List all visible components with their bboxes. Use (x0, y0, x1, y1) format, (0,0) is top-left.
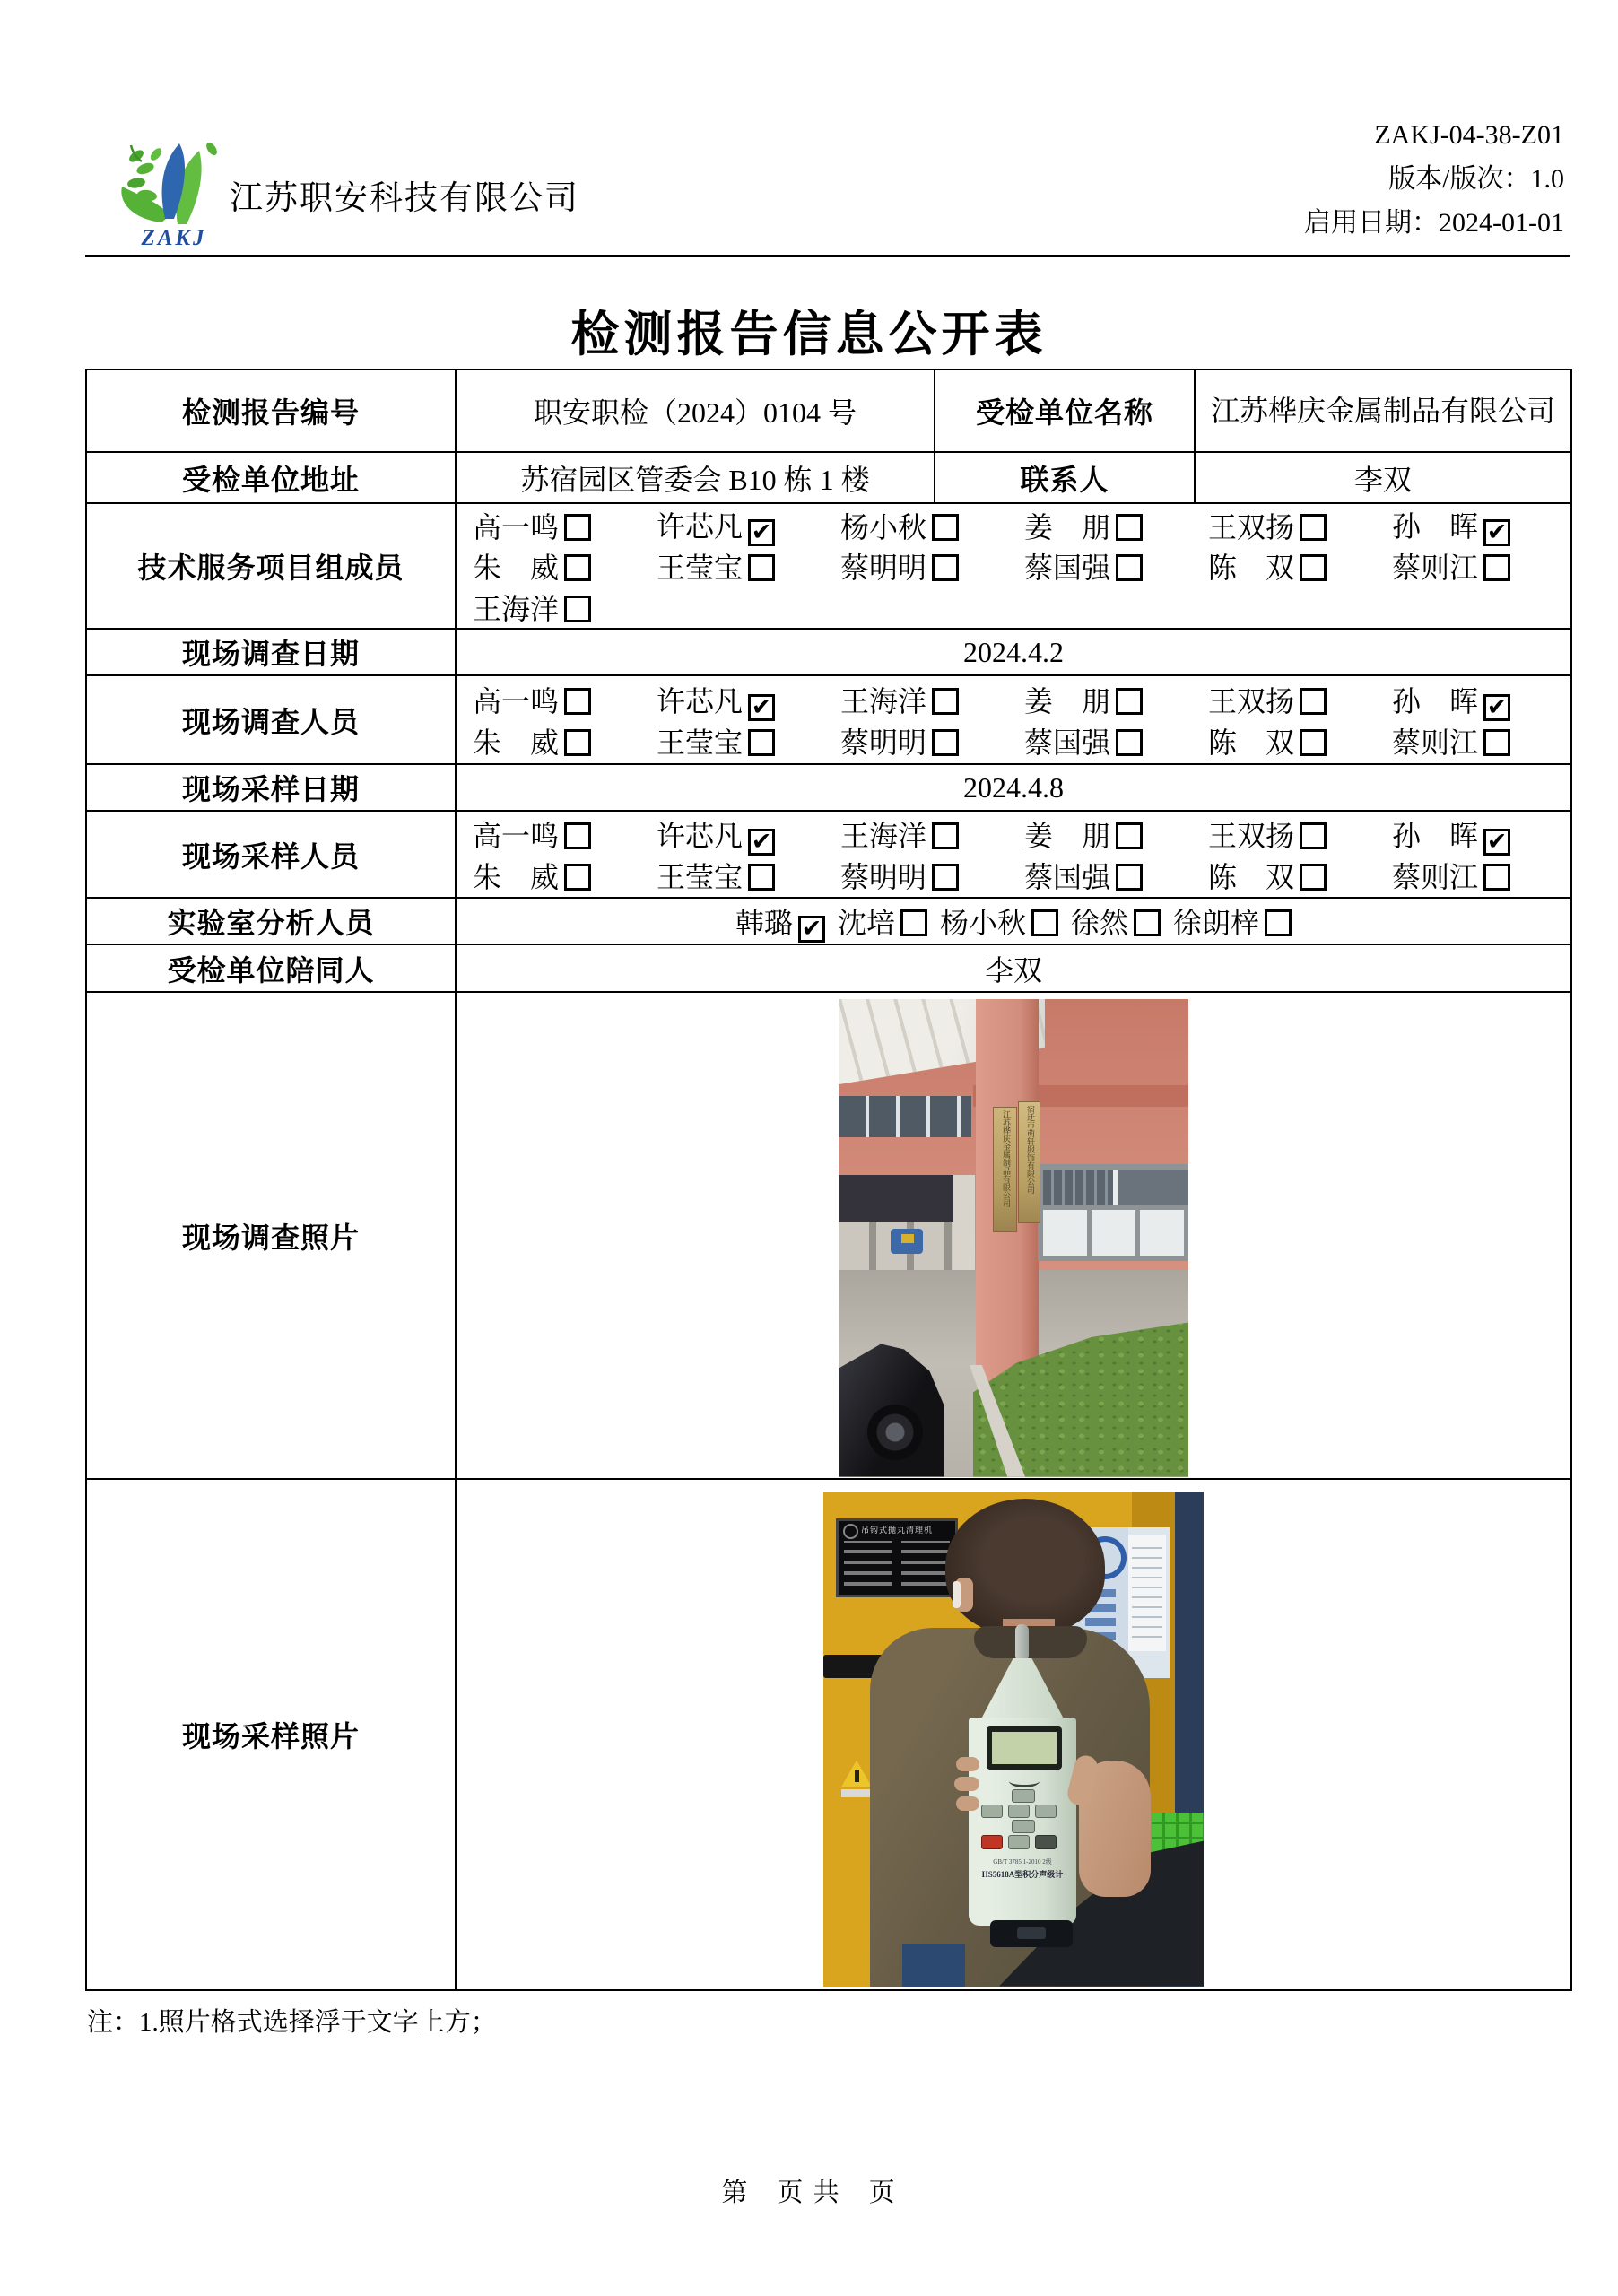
meter-key[interactable] (981, 1805, 1003, 1818)
survey-staff-members (464, 679, 1563, 761)
member-name: 高一鸣 (473, 510, 560, 544)
member-item (473, 720, 657, 761)
report-no-label: 检测报告编号 (86, 370, 456, 452)
member-item (1024, 855, 1208, 896)
meter-key[interactable] (1035, 1805, 1057, 1818)
checkbox-unchecked-icon[interactable] (1116, 864, 1143, 891)
member-item (838, 900, 927, 942)
signboard-1 (993, 1107, 1017, 1232)
companion-label: 受检单位陪同人 (86, 944, 456, 992)
checkbox-unchecked-icon[interactable] (932, 554, 959, 581)
fingertip (956, 1757, 979, 1771)
member-name: 孙 晖 (1392, 819, 1479, 852)
row-team (86, 503, 1571, 629)
checkbox-unchecked-icon[interactable] (748, 729, 775, 756)
member-item (1208, 679, 1392, 720)
checkbox-checked-icon[interactable]: ✔ (748, 694, 775, 721)
company-logo-icon (106, 136, 242, 230)
fingertip (954, 1777, 979, 1791)
signboard-1-text: 江苏桦庆金属制品有限公司 (1002, 1109, 1011, 1207)
passage-pillar (953, 1175, 975, 1270)
checkbox-unchecked-icon[interactable] (1300, 729, 1327, 756)
microphone-tip (1015, 1624, 1029, 1662)
member-line (464, 899, 1563, 944)
survey-photo-label: 现场调查照片 (86, 992, 456, 1479)
member-item (657, 855, 840, 896)
row-survey-date (86, 629, 1571, 675)
survey-staff-label: 现场调查人员 (86, 675, 456, 764)
member-item (1392, 720, 1576, 761)
mask-strap (953, 1581, 961, 1608)
report-no-value: 职安职检（2024）0104 号 (456, 370, 935, 452)
member-item (473, 813, 657, 855)
checkbox-unchecked-icon[interactable] (1300, 864, 1327, 891)
checkbox-unchecked-icon[interactable] (748, 554, 775, 581)
checkbox-unchecked-icon[interactable] (1300, 514, 1327, 541)
member-item (840, 720, 1024, 761)
member-name: 王双扬 (1208, 510, 1295, 544)
member-item (473, 679, 657, 720)
member-name: 蔡则江 (1392, 860, 1479, 893)
row-sampling-staff (86, 811, 1571, 898)
member-name: 杨小秋 (840, 510, 927, 544)
checkbox-checked-icon[interactable]: ✔ (1483, 694, 1510, 721)
meter-model-text: HS5618A型积分声级计 (981, 1869, 1064, 1879)
survey-photo (839, 999, 1188, 1477)
checkbox-unchecked-icon[interactable] (748, 864, 775, 891)
member-item (1024, 813, 1208, 855)
member-name: 韩璐 (735, 906, 793, 939)
member-name: 王莹宝 (657, 726, 744, 759)
companion-value: 李双 (456, 944, 1571, 992)
sampling-staff-label: 现场采样人员 (86, 811, 456, 898)
member-name: 徐朗梓 (1173, 907, 1260, 939)
footnote: 注：1.照片格式选择浮于文字上方； (87, 2008, 497, 2037)
checkbox-unchecked-icon[interactable] (1134, 909, 1161, 936)
member-name: 王莹宝 (657, 860, 744, 893)
checkbox-unchecked-icon[interactable] (932, 822, 959, 849)
member-item (1024, 679, 1208, 720)
company-name: 江苏职安科技有限公司 (230, 180, 579, 217)
member-line (464, 504, 1563, 545)
member-name: 沈培 (837, 907, 895, 939)
checkbox-checked-icon[interactable]: ✔ (748, 829, 775, 856)
row-sampling-photo (86, 1479, 1571, 1990)
member-line (464, 545, 1563, 587)
checkbox-unchecked-icon[interactable] (564, 822, 591, 849)
member-item (657, 720, 840, 761)
member-name: 姜 朋 (1024, 820, 1111, 852)
member-item (1024, 720, 1208, 761)
checkbox-checked-icon[interactable]: ✔ (798, 916, 825, 943)
checkbox-unchecked-icon[interactable] (932, 864, 959, 891)
member-line (464, 813, 1563, 855)
contact-label: 联系人 (935, 452, 1195, 503)
meter-key[interactable] (1012, 1820, 1035, 1833)
member-item (657, 504, 840, 546)
checkbox-unchecked-icon[interactable] (564, 596, 591, 622)
member-name: 朱 威 (473, 860, 560, 893)
member-item (840, 813, 1024, 855)
header-divider (85, 255, 1570, 257)
member-item (473, 545, 657, 587)
document-code: ZAKJ-04-38-Z01 (1374, 120, 1564, 150)
checkbox-unchecked-icon[interactable] (932, 688, 959, 715)
member-item (840, 505, 1024, 546)
meter-key[interactable] (1008, 1835, 1030, 1849)
member-item (840, 679, 1024, 720)
checkbox-unchecked-icon[interactable] (1116, 514, 1143, 541)
checkbox-checked-icon[interactable]: ✔ (1483, 829, 1510, 856)
sampling-photo-label: 现场采样照片 (86, 1479, 456, 1990)
row-survey-photo (86, 992, 1571, 1479)
row-companion (86, 944, 1571, 992)
member-item (657, 679, 840, 721)
unit-name-label: 受检单位名称 (935, 370, 1195, 452)
checkbox-unchecked-icon[interactable] (1031, 909, 1058, 936)
checkbox-unchecked-icon[interactable] (564, 514, 591, 541)
member-name: 孙 晖 (1392, 510, 1479, 543)
lab-staff-members (464, 899, 1563, 944)
sampling-date-label: 现场采样日期 (86, 764, 456, 811)
row-report-no (86, 370, 1571, 452)
start-date-line: 启用日期：2024-01-01 (1304, 208, 1564, 238)
member-name: 许芯凡 (657, 510, 744, 543)
checkbox-unchecked-icon[interactable] (932, 514, 959, 541)
page-title: 检测报告信息公开表 (570, 308, 1048, 361)
member-item (657, 545, 840, 587)
member-name: 蔡国强 (1024, 726, 1111, 759)
member-item (473, 855, 657, 896)
member-item (1392, 855, 1576, 896)
member-item (1024, 545, 1208, 587)
member-name: 高一鸣 (473, 685, 560, 718)
row-sampling-date (86, 764, 1571, 811)
row-address (86, 452, 1571, 503)
member-item (1392, 813, 1576, 856)
meter-cone (981, 1658, 1064, 1719)
member-name: 王莹宝 (657, 552, 744, 584)
checkbox-unchecked-icon[interactable] (1300, 554, 1327, 581)
member-item (940, 900, 1058, 942)
member-item (1392, 545, 1576, 587)
report-info-table (85, 369, 1572, 1991)
checkbox-checked-icon[interactable]: ✔ (748, 519, 775, 546)
signboard-2 (1018, 1101, 1040, 1223)
team-label: 技术服务项目组成员 (86, 503, 456, 629)
member-item (1173, 900, 1292, 942)
row-survey-staff (86, 675, 1571, 764)
member-name: 杨小秋 (939, 907, 1026, 939)
member-name: 陈 双 (1208, 860, 1295, 893)
checkbox-unchecked-icon[interactable] (564, 864, 591, 891)
checkbox-unchecked-icon[interactable] (564, 554, 591, 581)
member-item (840, 855, 1024, 896)
member-name: 许芯凡 (657, 684, 744, 718)
member-name: 蔡国强 (1024, 860, 1111, 893)
member-name: 徐然 (1071, 907, 1129, 939)
sampling-photo (823, 1492, 1204, 1987)
member-item (473, 587, 657, 628)
member-item (473, 505, 657, 546)
checkbox-checked-icon[interactable]: ✔ (1483, 519, 1510, 546)
upper-window-strip (839, 1096, 971, 1137)
meter-key-power[interactable] (981, 1835, 1003, 1849)
member-item (1208, 505, 1392, 546)
checkbox-unchecked-icon[interactable] (1116, 554, 1143, 581)
survey-date-label: 现场调查日期 (86, 629, 456, 675)
member-name: 朱 威 (473, 726, 560, 759)
worker-hair (945, 1499, 1105, 1635)
checkbox-unchecked-icon[interactable] (1483, 554, 1510, 581)
spec-plate (836, 1518, 958, 1597)
meter-brandmark (1009, 1775, 1040, 1787)
fingertip (956, 1796, 979, 1811)
meter-key[interactable] (1008, 1805, 1030, 1818)
row-lab-staff (86, 898, 1571, 944)
member-name: 姜 朋 (1024, 685, 1111, 718)
member-name: 蔡则江 (1392, 726, 1479, 759)
survey-date-value: 2024.4.2 (456, 629, 1571, 675)
document-code-block (1304, 113, 1564, 245)
page-footer: 第 页 共 页 (721, 2179, 897, 2207)
member-line (464, 679, 1563, 720)
lab-staff-label: 实验室分析人员 (86, 898, 456, 944)
checkbox-unchecked-icon[interactable] (1265, 909, 1292, 936)
team-members (464, 504, 1563, 628)
member-item (840, 545, 1024, 587)
meter-key[interactable] (1012, 1789, 1035, 1803)
unit-name-value: 江苏桦庆金属制品有限公司 (1195, 370, 1571, 452)
member-name: 蔡则江 (1392, 552, 1479, 584)
member-item (1208, 855, 1392, 896)
member-name: 王双扬 (1208, 820, 1295, 852)
member-name: 王海洋 (840, 685, 927, 718)
checkbox-unchecked-icon[interactable] (900, 909, 927, 936)
member-item (1024, 505, 1208, 546)
address-value: 苏宿园区管委会 B10 栋 1 楼 (456, 452, 935, 503)
checkbox-unchecked-icon[interactable] (1483, 864, 1510, 891)
member-item (657, 813, 840, 856)
member-name: 许芯凡 (657, 819, 744, 852)
version-line: 版本/版次：1.0 (1388, 164, 1564, 194)
member-item (1392, 679, 1576, 721)
checkbox-unchecked-icon[interactable] (564, 688, 591, 715)
member-item (1208, 813, 1392, 855)
logo-text: ZAKJ (141, 226, 207, 250)
contact-value: 李双 (1195, 452, 1571, 503)
member-item (1071, 900, 1161, 942)
member-line (464, 587, 1563, 628)
member-line (464, 855, 1563, 896)
sampling-staff-members (464, 813, 1563, 896)
member-item (1208, 720, 1392, 761)
member-name: 蔡明明 (840, 726, 927, 759)
checkbox-unchecked-icon[interactable] (932, 729, 959, 756)
member-line (464, 720, 1563, 761)
sound-level-meter (967, 1622, 1078, 1949)
member-name: 王双扬 (1208, 685, 1295, 718)
member-name: 姜 朋 (1024, 510, 1111, 544)
member-name: 蔡明明 (840, 552, 927, 584)
member-name: 陈 双 (1208, 726, 1295, 759)
checkbox-unchecked-icon[interactable] (564, 729, 591, 756)
member-name: 王海洋 (840, 820, 927, 852)
member-item (735, 900, 825, 943)
member-item (1208, 545, 1392, 587)
member-name: 王海洋 (473, 593, 560, 625)
sampling-date-value: 2024.4.8 (456, 764, 1571, 811)
checkbox-unchecked-icon[interactable] (1116, 729, 1143, 756)
car-wheel (867, 1405, 923, 1460)
checkbox-unchecked-icon[interactable] (1116, 822, 1143, 849)
meter-standard-text: GB/T 3785.1-2010 2级 (993, 1857, 1052, 1866)
member-name: 蔡国强 (1024, 552, 1111, 584)
checkbox-unchecked-icon[interactable] (1483, 729, 1510, 756)
member-name: 朱 威 (473, 552, 560, 584)
signboard-2-text: 宿迁市萌轩服饰有限公司 (1026, 1104, 1035, 1194)
plate-title: 吊钩式抛丸清理机 (860, 1525, 933, 1535)
member-name: 陈 双 (1208, 552, 1295, 584)
member-name: 高一鸣 (473, 820, 560, 852)
address-label: 受检单位地址 (86, 452, 456, 503)
checkbox-unchecked-icon[interactable] (1300, 822, 1327, 849)
checkbox-unchecked-icon[interactable] (1116, 688, 1143, 715)
meter-key[interactable] (1035, 1835, 1057, 1849)
member-name: 孙 晖 (1392, 684, 1479, 718)
member-name: 蔡明明 (840, 860, 927, 893)
lower-window (1038, 1164, 1188, 1261)
checkbox-unchecked-icon[interactable] (1300, 688, 1327, 715)
member-item (1392, 504, 1576, 546)
poster-paper (1128, 1535, 1166, 1651)
